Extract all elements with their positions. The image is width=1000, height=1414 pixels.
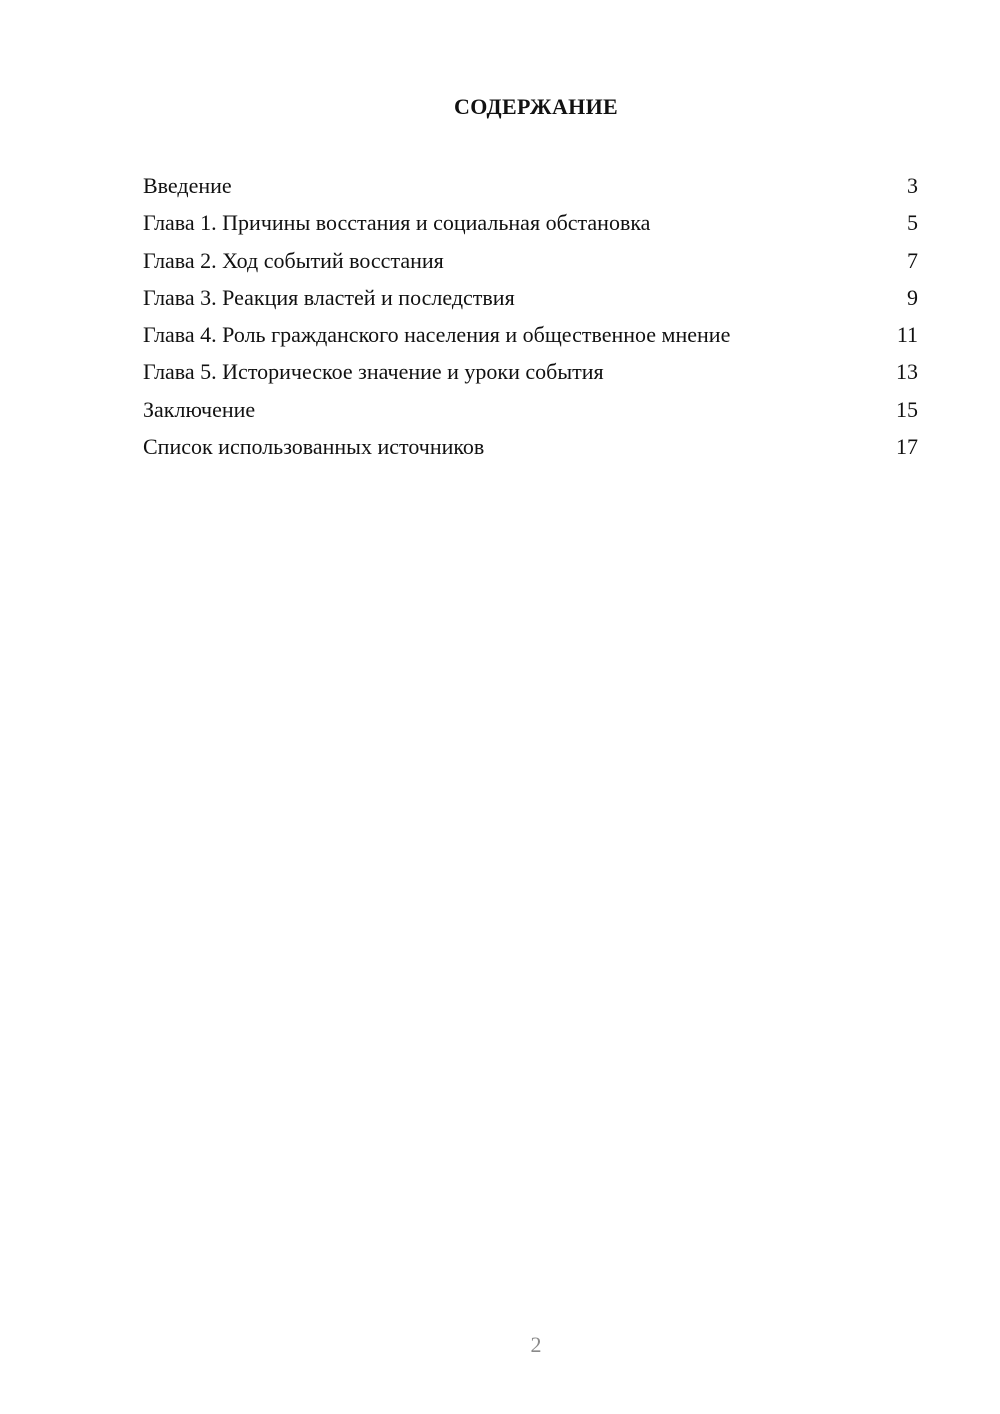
toc-entry-page: 3 — [907, 173, 918, 198]
toc-entry-label: Глава 1. Причины восстания и социальная обстановка — [143, 210, 651, 236]
toc-entry-label: Введение — [143, 173, 232, 198]
toc-entry-page: 13 — [896, 359, 918, 385]
table-of-contents — [143, 167, 918, 465]
toc-entry-label: Заключение — [143, 396, 256, 422]
toc-entry-introduction — [143, 167, 918, 204]
toc-entry-chapter-4 — [143, 316, 918, 353]
toc-entry-label: Глава 4. Роль гражданского населения и общественное мнение — [143, 322, 731, 348]
toc-entry-page: 7 — [907, 247, 918, 273]
toc-entry-chapter-5 — [143, 353, 918, 390]
toc-entry-chapter-3 — [143, 279, 918, 316]
toc-entry-page: 5 — [907, 210, 918, 236]
toc-entry-chapter-2 — [143, 242, 918, 279]
toc-entry-page: 9 — [907, 284, 918, 310]
toc-entry-page: 15 — [896, 396, 918, 422]
toc-entry-references — [143, 428, 918, 465]
toc-entry-label: Глава 5. Историческое значение и уроки события — [143, 359, 604, 385]
toc-entry-label: Глава 3. Реакция властей и последствия — [143, 284, 515, 310]
toc-entry-label: Список использованных источников — [143, 434, 485, 460]
page-title: СОДЕРЖАНИЕ — [454, 94, 618, 119]
toc-entry-chapter-1 — [143, 204, 918, 241]
page-number: 2 — [530, 1332, 542, 1357]
toc-entry-page: 11 — [896, 322, 918, 348]
toc-entry-label: Глава 2. Ход событий восстания — [143, 247, 444, 273]
toc-entry-conclusion — [143, 391, 918, 428]
toc-entry-page: 17 — [896, 434, 918, 460]
